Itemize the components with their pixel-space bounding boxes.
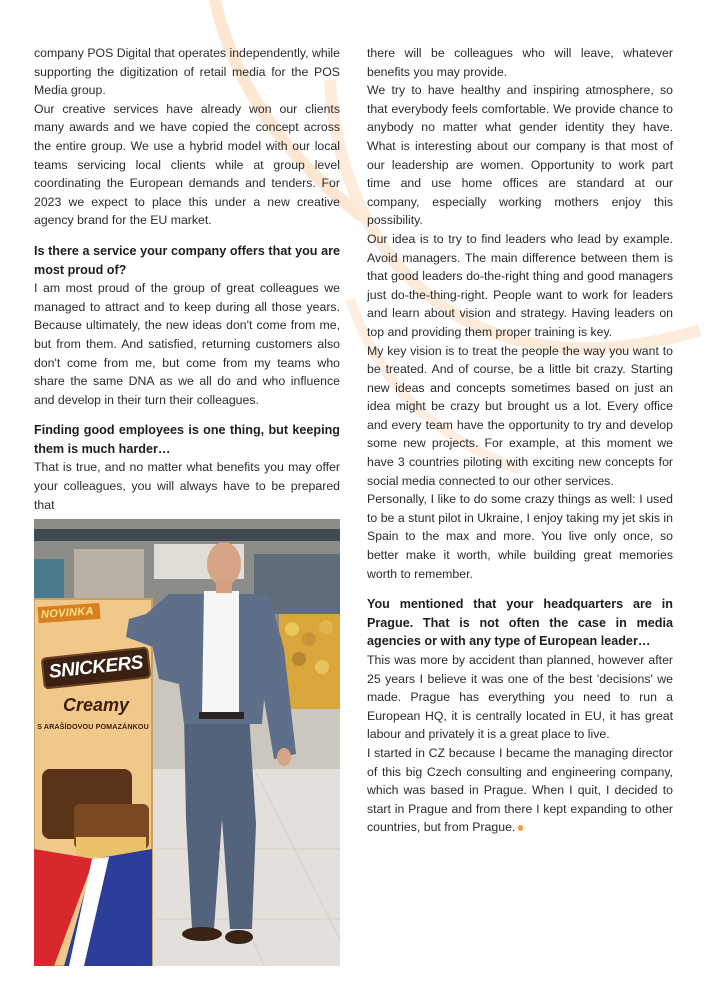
interview-question: Is there a service your company offers that you are most proud of? <box>34 243 340 277</box>
right-column <box>367 44 673 837</box>
store-scene-illustration <box>34 519 340 966</box>
promo-badge: NOVINKA <box>38 603 101 623</box>
promo-variant-text: Creamy <box>62 695 130 715</box>
left-column <box>34 44 340 514</box>
promo-tagline-text: S ARAŠÍDOVOU POMAZÁNKOU <box>37 722 149 731</box>
brand-logo: SNICKERS <box>41 646 152 689</box>
paragraph: We try to have healthy and inspiring atmosphere, so that everybody feels comfortable. We provide chance to anybody no matter what gender identity they have. What is interesting about our company is that most of our leadership are women. Opportunity to work part time and use home offices are standard at our company, especially working mothers enjoy this possibility. <box>367 83 673 228</box>
paragraph: Personally, I like to do some crazy things as well: I used to be a stunt pilot in Ukraine, I enjoy taking my jet skis in Spain to the max and more. You live only once, so better make it worth, while building great memories worth to remember. <box>367 492 673 581</box>
paragraph: Our creative services have already won our clients many awards and we have copied the concept across the entire group. We use a hybrid model with our local teams servicing local clients while at group level coordinating the European demands and tenders. For 2023 we expect to place this under a new creative agency brand for the EU market. <box>34 101 340 228</box>
end-of-article-dot-icon <box>518 825 523 831</box>
portrait-photo <box>34 519 340 966</box>
paragraph: company POS Digital that operates independently, while supporting the digitization of retail media for the POS Media group. <box>34 46 341 98</box>
paragraph-text: I started in CZ because I became the managing director of this big Czech consulting and engineering company, which was based in Prague. When I quit, I decided to start in Prague and from there I kept expanding to other countries, but from Prague. <box>367 745 673 835</box>
paragraph: This was more by accident than planned, however after 25 years I believe it was one of the best 'decisions' we made. Prague has everything you need to run a European HQ, it is centrally located in EU, it has great labour and privately it is a great place to live. <box>367 653 673 742</box>
paragraph: I am most proud of the group of great colleagues we managed to attract and to keep during all those years. Because ultimately, the new ideas don't come from me, but from them. And satisfied, returning customers also don't come from me, but come from my teams who share the same DNA as we all do and who influence and develop in their turn their colleagues. <box>34 281 340 407</box>
paragraph: That is true, and no matter what benefits you may offer your colleagues, you will always have to be prepared that <box>34 460 340 512</box>
paragraph: My key vision is to treat the people the way you want to be treated. And of course, be a little bit crazy. Starting new ideas and concepts sometimes based on just an idea might be crazy but brought us a lot. Every office and every team have the opportunity to try and develop some new projects. For example, at this moment we have 3 countries piloting with exciting new concepts for social media connected to our other services. <box>367 343 673 488</box>
paragraph: Our idea is to try to find leaders who lead by example. Avoid managers. The main difference between them is that good leaders do-the-right thing and good managers just do-the-thing-right. People want to work for leaders and learn about vision and strategy. Having leaders on top and providing them proper training is key. <box>367 231 673 339</box>
interview-question: You mentioned that your headquarters are in Prague. That is not often the case in media agencies or with any type of European leader… <box>367 597 673 649</box>
paragraph: there will be colleagues who will leave, whatever benefits you may provide. <box>367 46 673 79</box>
interview-question: Finding good employees is one thing, but keeping them is much harder… <box>34 423 340 456</box>
paragraph-last <box>367 744 673 837</box>
